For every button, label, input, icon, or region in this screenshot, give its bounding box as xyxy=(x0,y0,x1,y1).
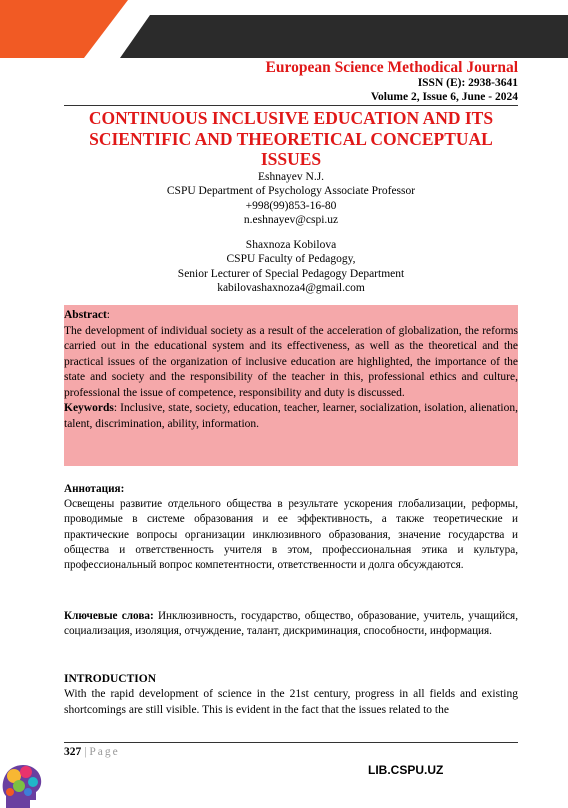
site-url: LIB.CSPU.UZ xyxy=(368,763,444,777)
author-email: n.eshnayev@cspi.uz xyxy=(243,214,339,227)
introduction-section xyxy=(64,672,518,718)
page-separator: | xyxy=(81,746,90,758)
abstract-heading-colon: : xyxy=(106,309,110,321)
page-number-value: 327 xyxy=(64,746,82,758)
page-label: Page xyxy=(89,746,120,758)
annotation-text: Освещены развитие отдельного общества в результате ускорения глобализации, реформы, проводимые в системе образования и ее эффективность, а также теоретические и практические вопросы организации инклюзивного образования, значение государства и общества и ответственность учителя в этом, профессиональная этика и культура, профессиональный вопрос компетентности, ответственности и долга обсуждаются. xyxy=(64,498,518,572)
page-number xyxy=(64,746,120,758)
journal-volume: Volume 2, Issue 6, June - 2024 xyxy=(370,91,518,103)
abstract-heading xyxy=(64,308,518,324)
annotation-keywords-label: Ключевые слова: xyxy=(64,610,154,622)
title-line: CONTINUOUS INCLUSIVE EDUCATION AND ITS xyxy=(88,108,494,128)
abstract-keywords xyxy=(64,401,518,432)
introduction-heading: INTRODUCTION xyxy=(64,673,157,685)
annotation-keywords-section xyxy=(64,609,518,639)
author-department: Senior Lecturer of Special Pedagogy Department xyxy=(177,267,405,280)
colorful-head-logo-icon xyxy=(0,752,46,808)
author-email: kabilovashaxnoza4@gmail.com xyxy=(217,282,365,295)
header-banner xyxy=(0,0,568,58)
author-block xyxy=(64,170,518,228)
author-affiliation: CSPU Faculty of Pedagogy, xyxy=(226,253,356,266)
author-block xyxy=(64,238,518,296)
title-line: ISSUES xyxy=(260,149,322,169)
annotation-keywords-text: Инклюзивность, государство, общество, образование, учитель, учащийся, социализация, изоляция, отчуждение, талант, дискриминация, способности, информация. xyxy=(64,610,518,638)
keywords-text: : Inclusive, state, society, education, teacher, learner, socialization, isolation, alienation, talent, discrimination, ability, information. xyxy=(64,402,518,430)
annotation-heading: Аннотация: xyxy=(64,483,125,495)
article-title xyxy=(64,108,518,170)
author-name: Eshnayev N.J. xyxy=(257,171,325,183)
journal-name: European Science Methodical Journal xyxy=(265,59,518,76)
journal-issn: ISSN (E): 2938-3641 xyxy=(417,77,518,89)
author-phone: +998(99)853-16-80 xyxy=(245,199,337,212)
abstract-box xyxy=(64,305,518,466)
introduction-text: With the rapid development of science in the 21st century, progress in all fields and existing shortcomings are still visible. This is evident in the fact that the issues related to the xyxy=(64,688,518,716)
abstract-text: The development of individual society as a result of the acceleration of globalization, the reforms carried out in the educational system and its effectiveness, as well as the theoretical and the practical issues of the organization of inclusive education are highlighted, the importance of the state and society and the responsibility of the teacher in this, professional ethics and culture, professional the issue of competence, responsibility and duty is discussed. xyxy=(64,324,518,399)
header-rule xyxy=(64,105,518,106)
title-line: SCIENTIFIC AND THEORETICAL CONCEPTUAL xyxy=(89,128,493,149)
author-affiliation: CSPU Department of Psychology Associate Professor xyxy=(166,185,416,198)
author-name: Shaxnoza Kobilova xyxy=(245,239,337,251)
abstract-heading-label: Abstract xyxy=(64,309,107,321)
annotation-section xyxy=(64,482,518,573)
annotation-keywords xyxy=(64,609,518,639)
keywords-label: Keywords xyxy=(64,402,114,414)
footer-rule xyxy=(64,742,518,743)
